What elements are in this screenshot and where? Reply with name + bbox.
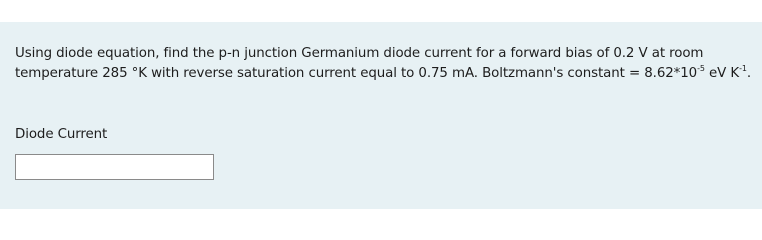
question-end-period: . <box>746 66 752 81</box>
question-text <box>15 44 755 84</box>
diode-current-label: Diode Current <box>15 127 108 142</box>
exponent-boltzmann: -5 <box>697 63 705 73</box>
question-unit-text: eV K <box>704 66 740 81</box>
question-line-1: Using diode equation, find the p-n junction Germanium diode current for a forward bias of 0.2 V at room <box>15 46 704 61</box>
question-panel <box>0 22 762 209</box>
exponent-kelvin: -1 <box>739 63 747 73</box>
diode-current-input[interactable] <box>15 154 214 180</box>
question-line-2-text: temperature 285 °K with reverse saturation current equal to 0.75 mA. Boltzmann's constant = 8.62*10 <box>15 66 698 81</box>
question-line-2 <box>15 64 755 84</box>
